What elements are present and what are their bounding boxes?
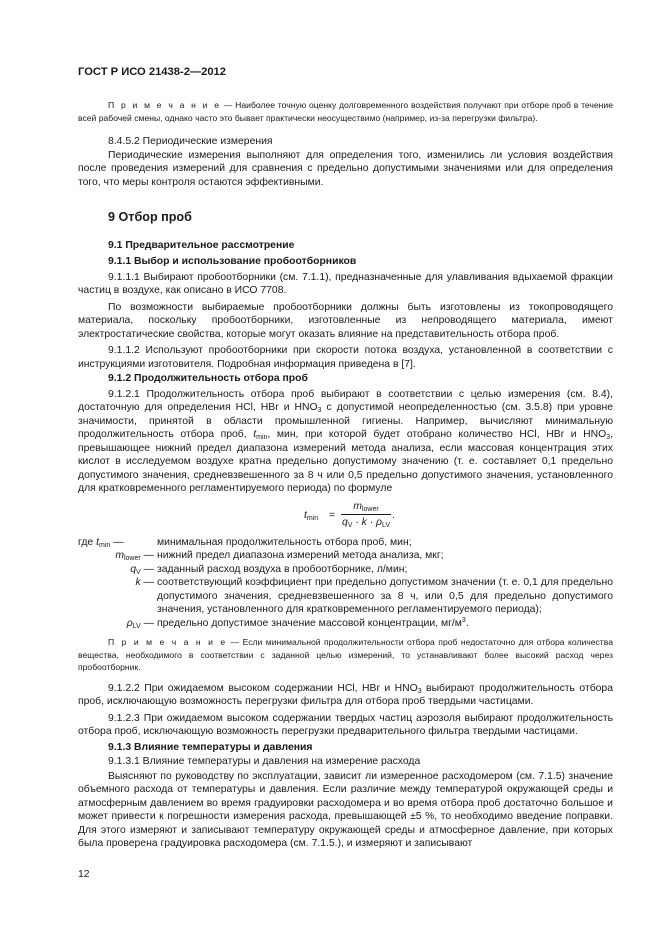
subsection-8-4-5-2-heading: 8.4.5.2 Периодические измерения	[108, 136, 273, 148]
paragraph-9-1-2-1: 9.1.2.1 Продолжительность отбора проб выбирают в соответствии с целью измерения (см. 8.4), достаточную для определения HCl, HBr и $HNO_3$ с допустимой неопределенностью (см. 3.5.8) при уровне значимости, принятой в области промышленной гигиены. Например, вычисляют минимальную продолжительность отбора проб, $t_{min}$, мин, при которой будет отобрано количество HCl, HBr и $HNO_3$, превышающее нижний предел диапазона измерений метода анализа, если массовая концентрация этих кислот в исследуемом воздухе кратна предельно допустимому значению (т. е. составляет 0,1 предельно допустимого значения, средневзвешенного за 8 ч или 0,5 предельно допустимого значения, установленного для кратковременного регламентируемого периода) по формуле	[78, 388, 613, 495]
subsection-8-4-5-2-text: Периодические измерения выполняют для определения того, изменились ли условия воздействия после проведения измерений для сравнения с предельно допустимыми значениями или для определения того, что меры контроля остаются эффективными.	[78, 149, 613, 188]
note-1: П р и м е ч а н и е — Наиболее точную оценку долговременного воздействия получают при отборе проб в течение всей рабочей смены, однако часто это бывает практически неосуществимо (например, из-за перегрузки фильтра).	[78, 100, 613, 123]
section-9-1-2-heading: 9.1.2 Продолжительность отбора проб	[108, 373, 308, 385]
formula-t-min	[78, 500, 613, 534]
note-1-label: П р и м е ч а н и е	[108, 100, 221, 110]
paragraph-9-1-1-2: 9.1.1.2 Используют пробоотборники при скорости потока воздуха, установленной в соответствии с инструкциями изготовителя. Подробная информация приведена в [7].	[78, 345, 613, 370]
formula-fraction	[341, 500, 391, 530]
paragraph-9-1-3-1-text: Выясняют по руководству по эксплуатации, зависит ли измеренное расходомером (см. 7.1.5) значение объемного расхода от температуры и давления. Если различие между температурой окружающей среды и атмосферным давлением во время градуировки расходомера и во время отбора проб достаточно большое и может привести к погрешности измерения расхода, превышающей ±5 %, то необходимо введение поправки. Для этого измеряют и записывают температуру окружающей среды и атмосферное давление, при которых была проверена градуировка расходомера (см. 7.1.5.), и измеряют и записывают	[78, 770, 613, 850]
where-list	[78, 536, 613, 631]
section-9-heading: 9 Отбор проб	[108, 210, 192, 225]
section-9-1-1-heading: 9.1.1 Выбор и использование пробоотборников	[108, 256, 357, 268]
note-2-label: П р и м е ч а н и е	[108, 637, 228, 648]
paragraph-9-1-3-1-heading: 9.1.3.1 Влияние температуры и давления на измерение расхода	[108, 756, 421, 768]
section-9-1-heading: 9.1 Предварительное рассмотрение	[108, 239, 295, 251]
paragraph-9-1-1-1: 9.1.1.1 Выбирают пробоотборники (см. 7.1.1), предназначенные для улавливания вдыхаемой фракции частиц в воздухе, как описано в ИСО 7708.	[78, 271, 613, 297]
note-2: П р и м е ч а н и е — Если минимальной продолжительности отбора проб недостаточно для отбора количества вещества, необходимого в соответствии с заданной целью измерений, то устанавливают более высокий расход через пробоотборник.	[78, 637, 613, 673]
paragraph-9-1-2-3: 9.1.2.3 При ожидаемом высоком содержании твердых частиц аэрозоля выбирают продолжительность отбора проб, исключающую возможность перегрузки предварительного фильтра твердыми частицами.	[78, 712, 613, 738]
formula-lhs: $t_{min}$	[304, 509, 319, 522]
where-item: где $t_{min}$ — минимальная продолжительность отбора проб, мин;	[78, 536, 412, 549]
where-item: $\rho_{LV}$ — предельно допустимое значение массовой концентрации, $мг/м^3$.	[126, 616, 469, 630]
formula-numerator: $m_{lower}$	[341, 500, 391, 516]
formula-denominator: $q_V \cdot k \cdot \rho_{LV}$	[341, 517, 391, 530]
document-header: ГОСТ Р ИСО 21438-2—2012	[78, 66, 226, 78]
paragraph-9-1-1-1-continued: По возможности выбираемые пробоотборники должны быть изготовлены из токопроводящего материала, поскольку пробоотборники, изготовленные из непроводящего материала, имеют электростатические свойства, которые могут оказать влияние на представительность отбора проб.	[78, 301, 613, 340]
formula-end: .	[392, 509, 395, 521]
paragraph-9-1-2-2: 9.1.2.2 При ожидаемом высоком содержании HCl, HBr и $HNO_3$ выбирают продолжительность отбора проб, исключающую возможность перегрузки фильтра для отбора проб твердыми частицами.	[78, 682, 613, 708]
page-number: 12	[78, 869, 90, 880]
formula-equals: =	[329, 509, 336, 521]
note-1-text: Наиболее точную оценку долговременного воздействия получают при отборе проб в течение всей рабочей смены, однако часто это бывает практически неосуществимо (например, из-за перегрузки фильтра).	[78, 100, 613, 123]
page-body	[78, 99, 613, 851]
where-item: $m_{lower}$ — нижний предел диапазона измерений метода анализа, мкг;	[115, 550, 444, 563]
note-2-text: Если минимальной продолжительности отбора проб недостаточно для отбора количества вещества, необходимого в соответствии с заданной целью измерений, то устанавливают более высокий расход через пробоотборник.	[78, 637, 613, 673]
where-item: $q_V$ — заданный расход воздуха в пробоотборнике, л/мин;	[130, 563, 408, 576]
section-9-1-3-heading: 9.1.3 Влияние температуры и давления	[108, 741, 313, 753]
where-item: k — соответствующий коэффициент при предельно допустимом значении (т. е. 0,1 для предельно допустимого значения, средневзвешенного за 8 ч, или 0,5 для предельно допустимого значения, установленного для кратковременного регламентируемого периода);	[135, 577, 613, 616]
